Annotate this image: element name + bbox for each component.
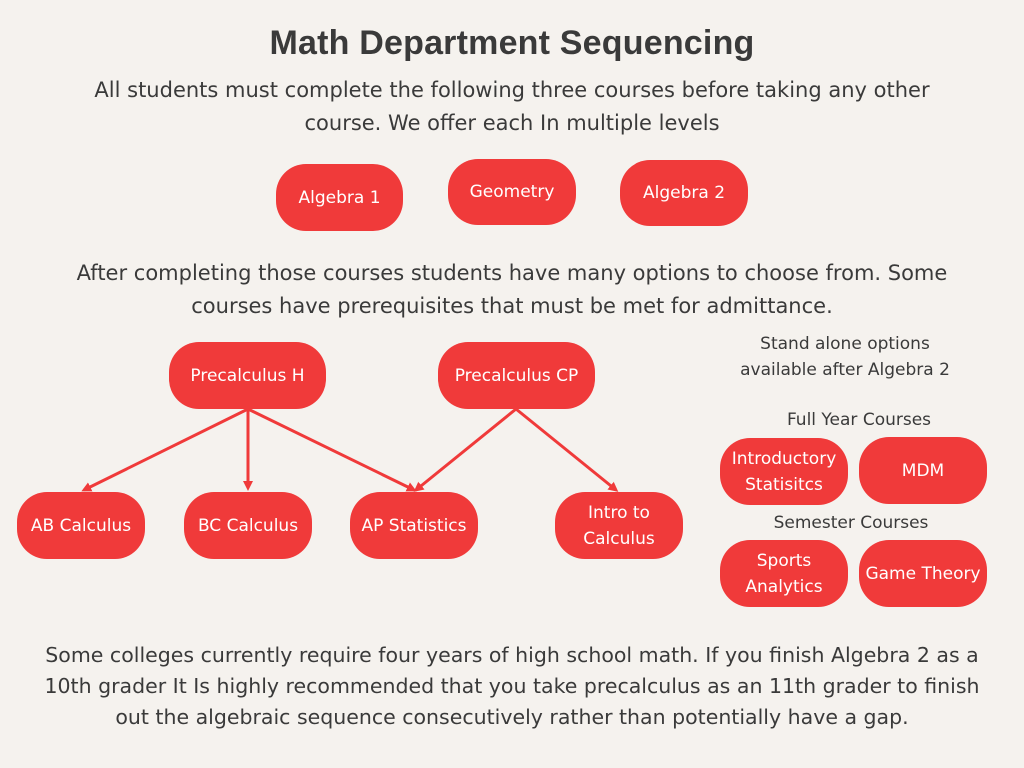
course-intro-to-calculus: [555, 492, 683, 559]
course-introductory-statistics-line-1: Introductory: [731, 448, 837, 469]
course-ap-statistics: [350, 492, 478, 559]
course-ab-calculus-label: AB Calculus: [30, 515, 132, 536]
footer-line-1: Some colleges currently require four years of high school math. If you finish Algebra 2 as a: [45, 643, 979, 667]
arrow-precalc-cp-to-ap-stats: [416, 409, 516, 490]
course-ap-statistics-label: AP Statistics: [361, 515, 467, 536]
course-precalculus-h: [169, 342, 326, 409]
course-intro-to-calculus-line-1: Intro to: [588, 502, 650, 523]
arrow-precalc-h-to-ap-stats: [248, 409, 414, 490]
course-introductory-statistics: [720, 438, 848, 505]
course-bc-calculus: [184, 492, 312, 559]
course-game-theory: [859, 540, 987, 607]
arrow-precalc-h-to-ab-calc: [84, 409, 248, 490]
intro-line-2: course. We offer each In multiple levels: [304, 111, 720, 135]
full-year-heading: Full Year Courses: [786, 410, 932, 430]
course-sports-analytics: [720, 540, 848, 607]
course-ab-calculus: [17, 492, 145, 559]
footer-text: [0, 640, 1024, 733]
footer-line-2: 10th grader It Is highly recommended that you take precalculus as an 11th grader to finish: [44, 674, 980, 698]
course-sports-analytics-line-2: Analytics: [745, 576, 823, 597]
course-introductory-statistics-line-2: Statisitcs: [745, 474, 823, 495]
options-line-1: After completing those courses students have many options to choose from. Some: [76, 261, 948, 285]
course-precalculus-h-label: Precalculus H: [190, 365, 305, 386]
page-title: Math Department Sequencing: [269, 24, 755, 62]
arrow-precalc-cp-to-intro-calc: [516, 409, 616, 490]
course-intro-to-calculus-line-2: Calculus: [583, 528, 655, 549]
options-line-2: courses have prerequisites that must be met for admittance.: [191, 294, 833, 318]
standalone-heading-line-2: available after Algebra 2: [740, 360, 950, 380]
standalone-heading: [720, 331, 970, 383]
course-algebra-2-label: Algebra 2: [642, 183, 726, 203]
course-geometry-label: Geometry: [469, 182, 555, 202]
course-game-theory-label: Game Theory: [865, 563, 981, 584]
footer-line-3: out the algebraic sequence consecutively rather than potentially have a gap.: [115, 705, 909, 729]
course-precalculus-cp: [438, 342, 595, 409]
course-mdm: [859, 437, 987, 504]
course-algebra-1-label: Algebra 1: [298, 187, 381, 208]
course-precalculus-cp-label: Precalculus CP: [454, 365, 579, 386]
course-bc-calculus-label: BC Calculus: [197, 515, 299, 536]
course-mdm-label: MDM: [901, 460, 945, 481]
semester-heading: Semester Courses: [773, 513, 929, 533]
standalone-heading-line-1: Stand alone options: [760, 334, 930, 354]
course-sports-analytics-line-1: Sports: [756, 550, 812, 571]
intro-line-1: All students must complete the following three courses before taking any other: [94, 78, 930, 102]
